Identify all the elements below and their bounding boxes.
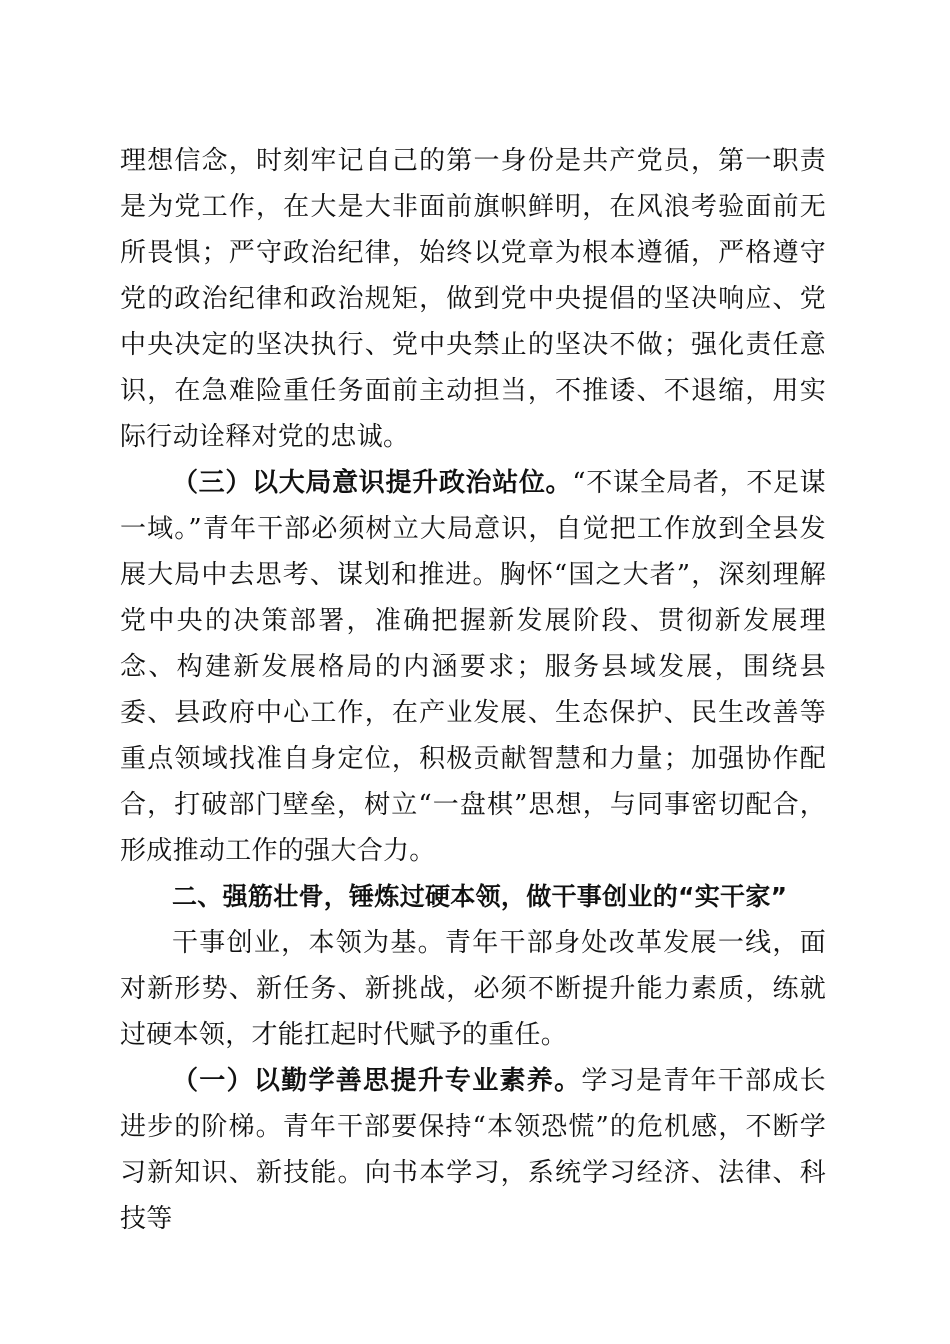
paragraph-abilities-intro-text: 干事创业，本领为基。青年干部身处改革发展一线，面对新形势、新任务、新挑战，必须不断提升能力素质，练就过硬本领，才能扛起时代赋予的重任。	[120, 928, 826, 1050]
paragraph-ideals-text: 理想信念，时刻牢记自己的第一身份是共产党员，第一职责是为党工作，在大是大非面前旗帜鲜明，在风浪考验面前无所畏惧；严守政治纪律，始终以党章为根本遵循，严格遵守党的政治纪律和政治规矩，做到党中央提倡的坚决响应、党中央决定的坚决执行、党中央禁止的坚决不做；强化责任意识，在急难险重任务面前主动担当，不推诿、不退缩，用实际行动诠释对党的忠诚。	[120, 146, 826, 452]
document-body	[120, 138, 826, 1242]
paragraph-overall-situation	[120, 460, 826, 874]
subheading-study: （一）以勤学善思提升专业素养。	[172, 1066, 582, 1096]
paragraph-study-text: 学习是青年干部成长进步的阶梯。青年干部要保持“本领恐慌”的危机感，不断学习新知识、新技能。向书本学习，系统学习经济、法律、科技等	[120, 1066, 826, 1234]
subheading-overall-situation: （三）以大局意识提升政治站位。	[172, 468, 573, 498]
paragraph-study	[120, 1058, 826, 1242]
section-heading-2-text: 二、强筋壮骨，锤炼过硬本领，做干事创业的“实干家”	[172, 882, 788, 911]
paragraph-abilities-intro	[120, 920, 826, 1058]
paragraph-overall-situation-text: “不谋全局者，不足谋一域。”青年干部必须树立大局意识，自觉把工作放到全县发展大局中去思考、谋划和推进。胸怀“国之大者”，深刻理解党中央的决策部署，准确把握新发展阶段、贯彻新发展理念、构建新发展格局的内涵要求；服务县域发展，围绕县委、县政府中心工作，在产业发展、生态保护、民生改善等重点领域找准自身定位，积极贡献智慧和力量；加强协作配合，打破部门壁垒，树立“一盘棋”思想，与同事密切配合，形成推动工作的强大合力。	[120, 468, 826, 866]
section-heading-2	[120, 874, 826, 920]
paragraph-ideals	[120, 138, 826, 460]
